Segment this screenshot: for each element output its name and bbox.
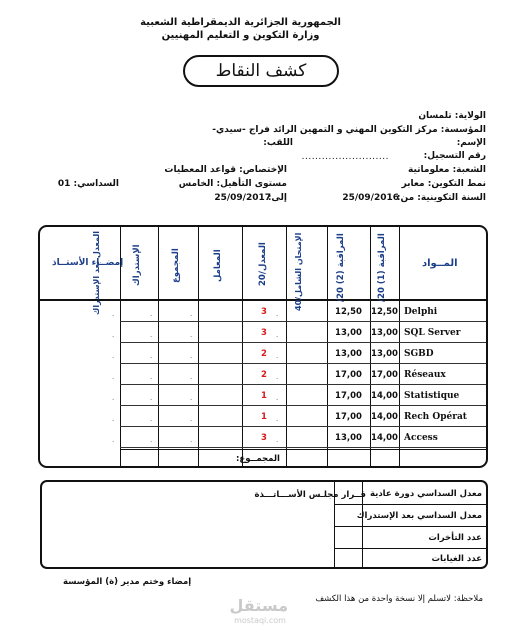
remedial-dot: . xyxy=(150,394,153,402)
letterhead xyxy=(140,16,341,42)
coefficient-value: 3 xyxy=(261,328,267,338)
semester-field: السداسي: 01 xyxy=(57,179,119,189)
monitoring1-value: 14,00 xyxy=(371,391,398,401)
remedial-dot: . xyxy=(150,331,153,339)
specialty-field: الإختصاص: قواعد المعطيات xyxy=(164,165,287,175)
total-label: المجمــوع: xyxy=(236,454,280,464)
watermark-logo xyxy=(229,596,288,632)
surname-field: اللقب: xyxy=(263,138,293,148)
final-average-header: المعدل بعد الإستدراك xyxy=(92,231,101,316)
absences-count-label: عدد الغيابات xyxy=(431,554,482,564)
monitoring2-title: المراقبة (2) xyxy=(336,233,346,284)
monitoring1-header xyxy=(377,233,387,302)
monitoring2-scale: 20/ xyxy=(336,286,346,302)
final-dot: . xyxy=(112,415,115,423)
total-dot: . xyxy=(190,352,193,360)
average-dot: . xyxy=(276,373,279,381)
monitoring2-value: 13,00 xyxy=(335,328,362,338)
total-dot: . xyxy=(190,310,193,318)
year-to-value: 25/09/2017 xyxy=(214,193,271,203)
subject-name: SQL Server xyxy=(404,328,461,338)
subject-name: Rech Opérat xyxy=(404,412,467,422)
semester-average-regular-label: معدل السداسي دورة عادية xyxy=(369,489,482,499)
year-to-label: إلى: xyxy=(267,193,287,203)
director-signature-label: إمضاء وختم مدير (ة) المؤسسة xyxy=(63,577,192,587)
monitoring1-value: 14,00 xyxy=(371,433,398,443)
training-mode-field: نمط التكوين: معابر xyxy=(401,179,486,189)
teacher-signature-header: إمضــاء الأستــاذ xyxy=(52,258,124,268)
footer-note: ملاحظة: لاتسلم إلا نسخة واحدة من هذا الكشف xyxy=(315,594,483,604)
delays-count-label: عدد التأخرات xyxy=(428,533,482,543)
monitoring2-value: 13,00 xyxy=(335,433,362,443)
monitoring1-value: 12,50 xyxy=(371,307,398,317)
subject-name: Access xyxy=(404,433,438,443)
grades-table xyxy=(38,225,488,468)
final-dot: . xyxy=(112,310,115,318)
coefficient-value: 3 xyxy=(261,433,267,443)
coefficient-value: 1 xyxy=(261,412,267,422)
wilaya-field: الولاية: تلمسان xyxy=(418,111,486,121)
coefficient-value: 3 xyxy=(261,307,267,317)
monitoring2-value: 17,00 xyxy=(335,391,362,401)
monitoring2-value: 17,00 xyxy=(335,412,362,422)
monitoring2-value: 17,00 xyxy=(335,370,362,380)
total-dot: . xyxy=(190,394,193,402)
republic-name: الجمهورية الجزائرية الديمقراطية الشعبية xyxy=(140,17,341,28)
average-dot: . xyxy=(276,436,279,444)
decision-table xyxy=(40,480,488,569)
remedial-dot: . xyxy=(150,436,153,444)
average-dot: . xyxy=(276,331,279,339)
semester-average-remedial-label: معدل السداسي بعد الإستدراك xyxy=(356,511,482,521)
registration-dots: .......................... xyxy=(301,152,389,162)
average-dot: . xyxy=(276,352,279,360)
remedial-dot: . xyxy=(150,373,153,381)
final-dot: . xyxy=(112,352,115,360)
exam-header: الإمتحان الشامل/40 xyxy=(294,233,303,312)
remedial-dot: . xyxy=(150,310,153,318)
qualification-level-field: مستوى التأهيل: الخامس xyxy=(178,179,287,189)
monitoring2-header xyxy=(336,233,346,302)
total-header: المجموع xyxy=(171,248,181,283)
average-dot: . xyxy=(276,415,279,423)
remedial-header: الإستدراك xyxy=(132,244,142,286)
total-dot: . xyxy=(190,415,193,423)
final-dot: . xyxy=(112,373,115,381)
subject-name: SGBD xyxy=(404,349,434,359)
average-dot: . xyxy=(276,310,279,318)
subject-name: Delphi xyxy=(404,307,438,317)
remedial-dot: . xyxy=(150,352,153,360)
coefficient-value: 1 xyxy=(261,391,267,401)
monitoring2-value: 12,50 xyxy=(335,307,362,317)
subjects-header: المــواد xyxy=(422,258,458,269)
institution-field: المؤسسة: مركز التكوين المهني و التمهين الرائد فراج -سيدي- xyxy=(212,125,486,135)
name-field: الإسم: xyxy=(456,138,486,148)
monitoring1-title: المراقبة (1) xyxy=(377,233,387,284)
branch-field: الشعبة: معلوماتية xyxy=(408,165,486,175)
total-dot: . xyxy=(190,373,193,381)
monitoring1-value: 14,00 xyxy=(371,412,398,422)
training-year-label: السنة التكوينية: من: xyxy=(396,193,486,203)
total-dot: . xyxy=(190,331,193,339)
watermark-latin: mostaqi.com xyxy=(234,616,286,625)
remedial-dot: . xyxy=(150,415,153,423)
subject-name: Réseaux xyxy=(404,370,446,380)
coefficient-value: 2 xyxy=(261,349,267,359)
final-dot: . xyxy=(112,331,115,339)
final-dot: . xyxy=(112,394,115,402)
monitoring1-value: 13,00 xyxy=(371,349,398,359)
final-dot: . xyxy=(112,436,115,444)
coefficient-header: المعامل xyxy=(213,249,223,282)
coefficient-value: 2 xyxy=(261,370,267,380)
subject-name: Statistique xyxy=(404,391,460,401)
total-dot: . xyxy=(190,436,193,444)
monitoring1-value: 13,00 xyxy=(371,328,398,338)
year-from-value: 25/09/2016 xyxy=(342,193,399,203)
council-decision-label: قــرار مجلـس الأســـاتـــذة xyxy=(254,490,366,500)
monitoring2-value: 13,00 xyxy=(335,349,362,359)
average-header: المعدل/20 xyxy=(258,242,268,287)
monitoring1-value: 17,00 xyxy=(371,370,398,380)
monitoring1-scale: 20/ xyxy=(377,286,387,302)
average-dot: . xyxy=(276,394,279,402)
registration-field: رقم التسجيل: xyxy=(423,151,486,161)
ministry-name: وزارة التكوين و التعليم المهنيين xyxy=(161,30,320,41)
document-title: كشف النقاط xyxy=(183,55,339,87)
watermark-arabic: مستقل xyxy=(229,596,288,615)
